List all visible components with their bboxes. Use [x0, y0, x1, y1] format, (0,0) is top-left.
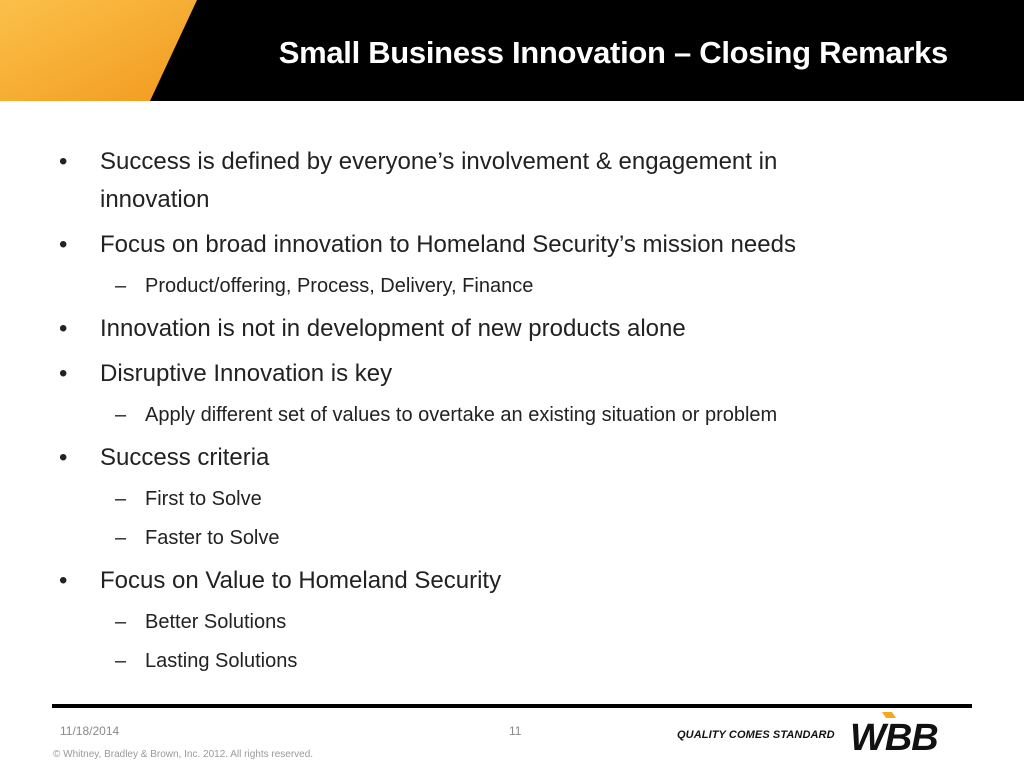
- sub-bullet-text: Apply different set of values to overtake an existing situation or problem: [145, 404, 778, 426]
- bullet-mark: •: [59, 315, 68, 342]
- bullet-mark: •: [59, 444, 68, 471]
- bullet-mark: •: [59, 148, 68, 175]
- bullet-mark: •: [59, 231, 68, 258]
- bullet-text: Disruptive Innovation is key: [100, 360, 393, 387]
- bullet-item: [59, 439, 960, 477]
- bullet-text: Focus on broad innovation to Homeland Security’s mission needs: [100, 231, 796, 258]
- sub-bullet-item: [115, 401, 985, 429]
- sub-bullet-item: [115, 485, 985, 513]
- copyright-notice: © Whitney, Bradley & Brown, Inc. 2012. All rights reserved.: [53, 749, 314, 760]
- dash-mark: –: [115, 275, 127, 297]
- bullet-text: Success is defined by everyone’s involvement & engagement in: [100, 148, 778, 175]
- sub-bullet-text: First to Solve: [145, 488, 262, 510]
- bullet-item: [59, 310, 960, 348]
- bullet-item: [59, 355, 960, 393]
- dash-mark: –: [115, 650, 127, 672]
- bullet-item: [59, 143, 960, 219]
- sub-bullet-item: [115, 524, 985, 552]
- sub-bullet-item: [115, 647, 985, 675]
- sub-bullet-item: [115, 608, 985, 636]
- bullet-item: [59, 562, 960, 600]
- bullet-mark: •: [59, 360, 68, 387]
- bullet-item: [59, 226, 960, 264]
- page-title: Small Business Innovation – Closing Remarks: [278, 35, 948, 70]
- page-number: 11: [509, 724, 522, 738]
- bullet-text: Innovation is not in development of new products alone: [100, 315, 686, 342]
- bullet-text-continued: innovation: [100, 186, 210, 213]
- sub-bullet-text: Product/offering, Process, Delivery, Finance: [145, 275, 534, 297]
- sub-bullet-text: Faster to Solve: [145, 527, 280, 549]
- company-tagline: QUALITY COMES STANDARD: [677, 729, 835, 741]
- dash-mark: –: [115, 404, 127, 426]
- dash-mark: –: [115, 488, 127, 510]
- footer-divider: [52, 704, 972, 708]
- sub-bullet-text: Lasting Solutions: [145, 650, 298, 672]
- dash-mark: –: [115, 611, 127, 633]
- sub-bullet-text: Better Solutions: [145, 611, 287, 633]
- bullet-text: Success criteria: [100, 444, 270, 471]
- dash-mark: –: [115, 527, 127, 549]
- wbb-logo: [848, 710, 978, 758]
- footer-date: 11/18/2014: [60, 724, 120, 738]
- bullet-mark: •: [59, 567, 68, 594]
- bullet-text: Focus on Value to Homeland Security: [100, 567, 502, 594]
- sub-bullet-item: [115, 272, 985, 300]
- logo-wordmark: WBB: [850, 717, 938, 758]
